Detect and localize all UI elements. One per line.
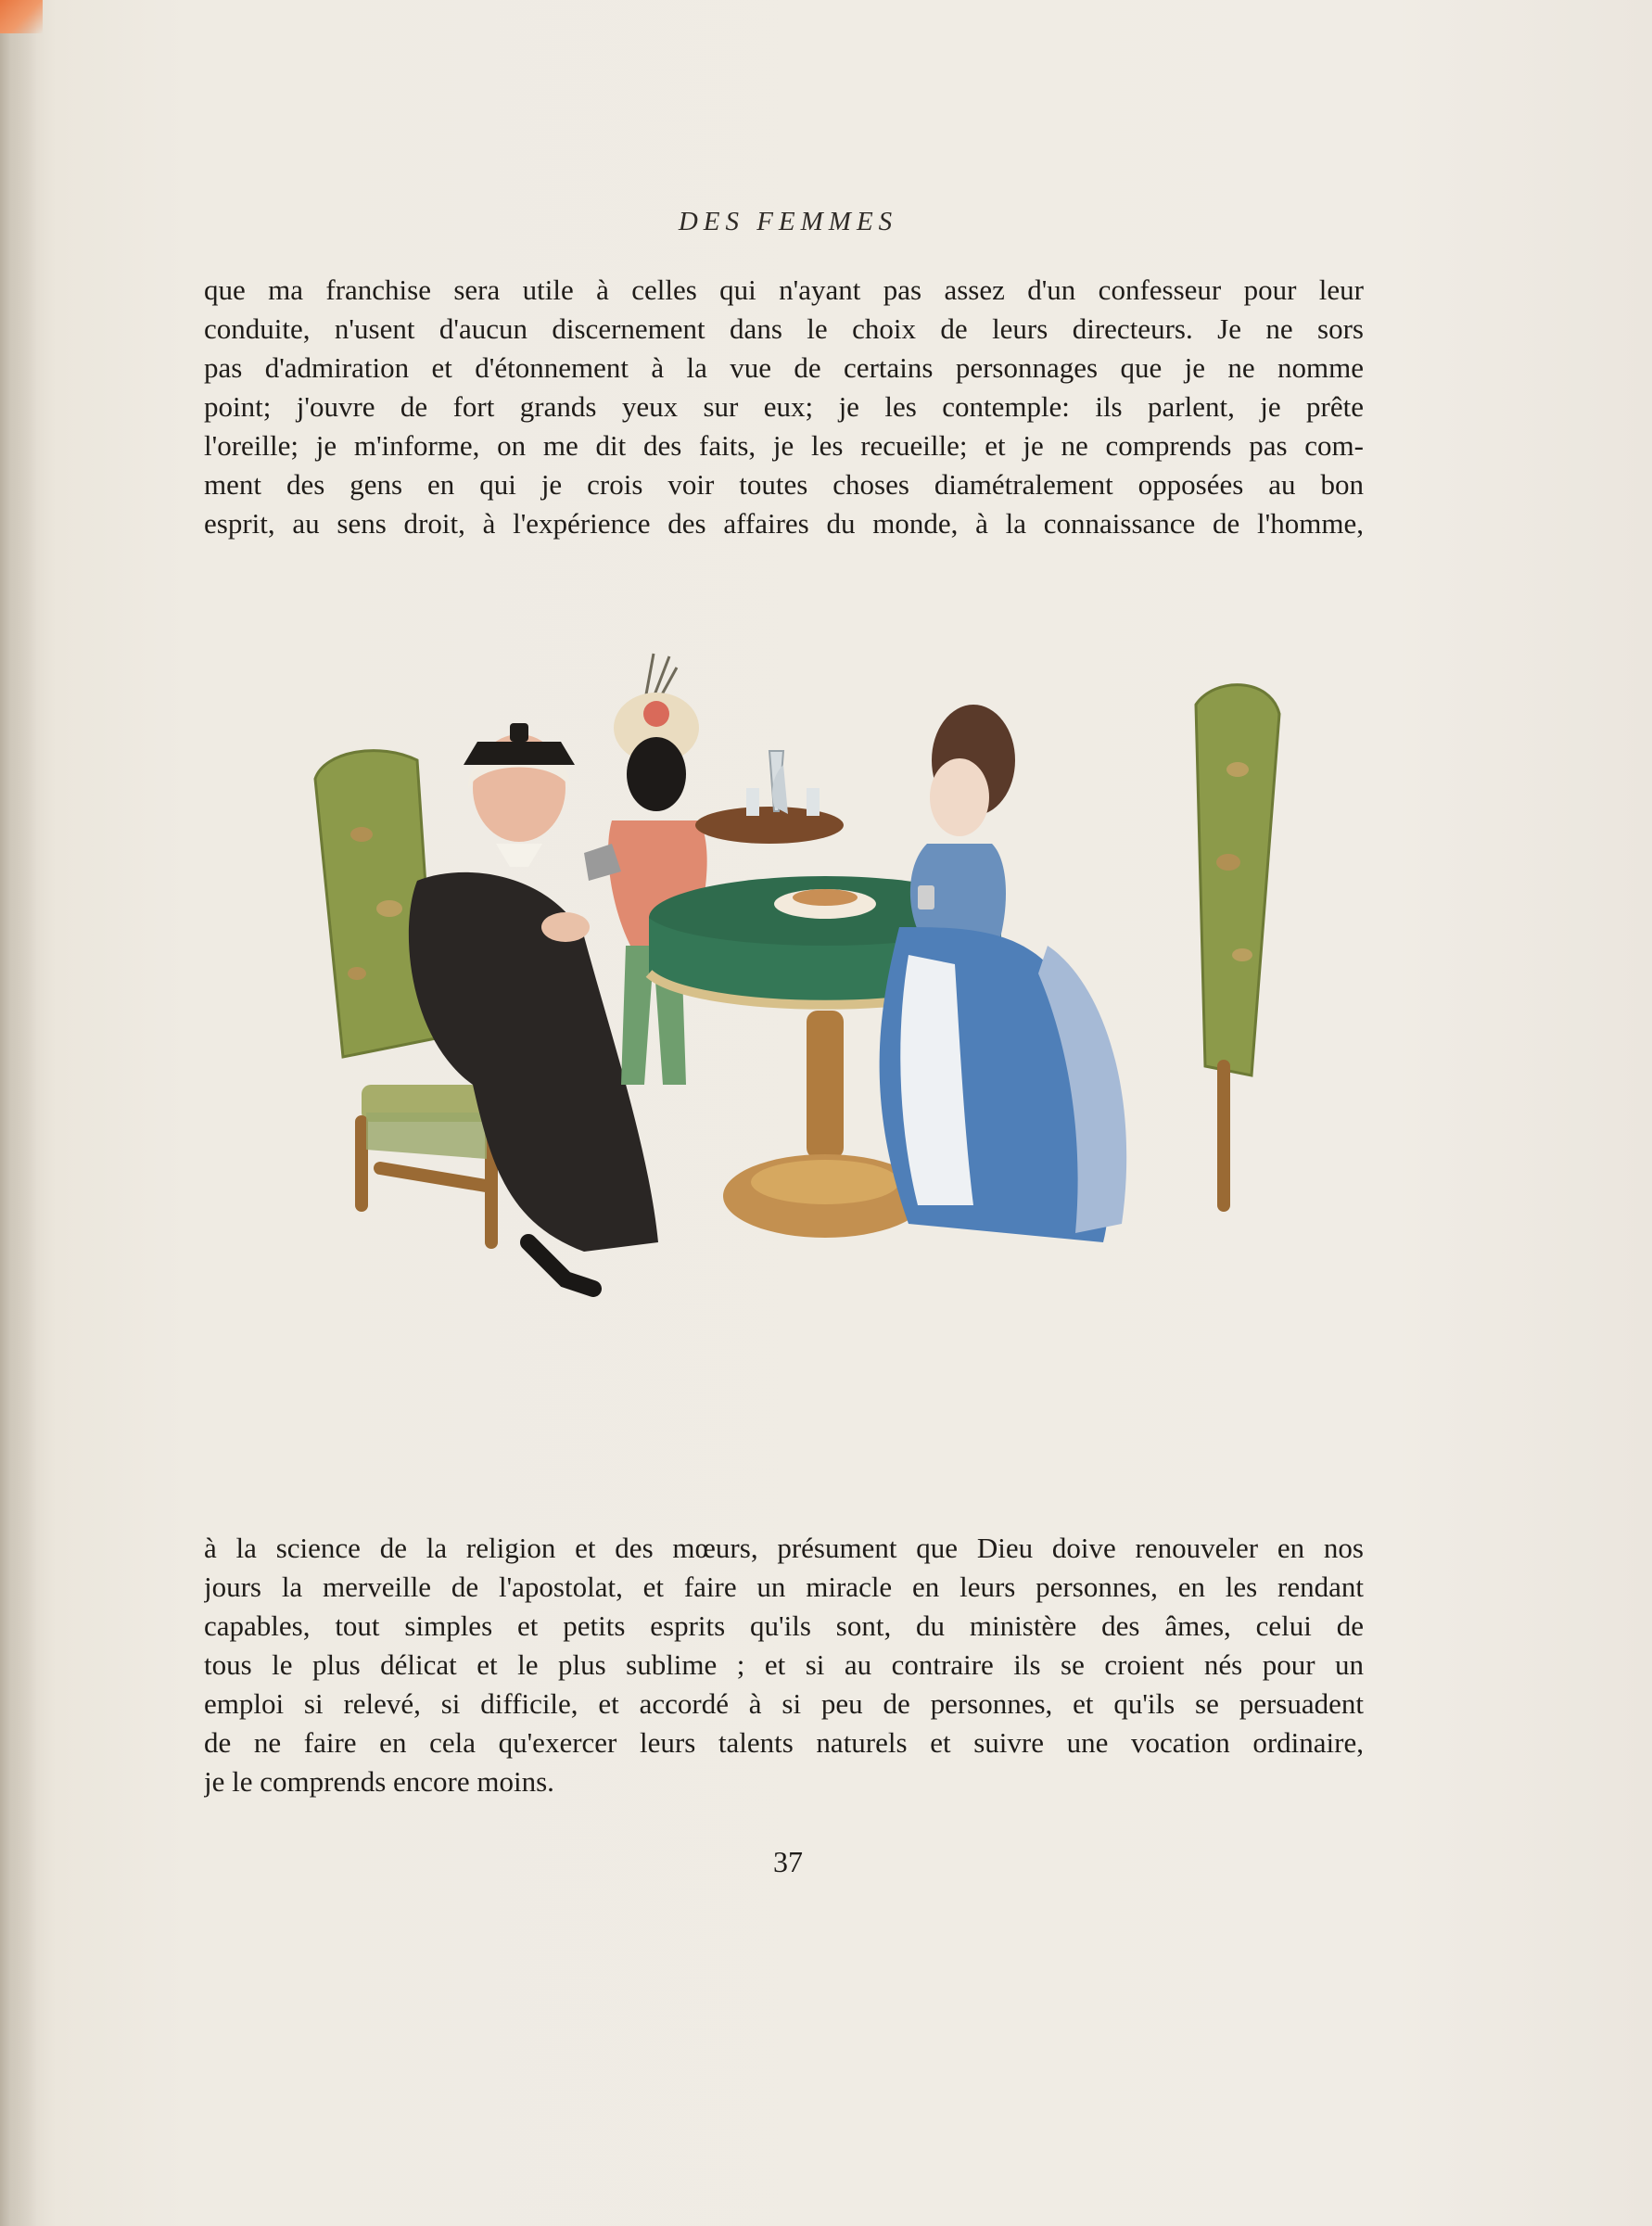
right-armchair (1196, 685, 1279, 1205)
cover-corner (0, 0, 43, 33)
text-line: l'oreille; je m'informe, on me dit des faits, je les recueille; et je ne comprends pas com- (204, 429, 1364, 462)
paragraph-top (204, 271, 1364, 543)
text-line: ment des gens en qui je crois voir toutes choses diamétralement opposées au bon (204, 468, 1364, 501)
page-gutter-shadow (0, 0, 37, 2226)
tray-with-decanters (695, 751, 844, 844)
text-line: emploi si relevé, si difficile, et accordé à si peu de personnes, et qu'ils se persuadent (204, 1687, 1364, 1720)
text-line: esprit, au sens droit, à l'expérience des affaires du monde, à la connaissance de l'homme, (204, 507, 1364, 540)
page-number: 37 (773, 1845, 803, 1878)
text-line: conduite, n'usent d'aucun discernement dans le choix de leurs directeurs. Je ne sors (204, 312, 1364, 345)
paragraph-bottom (204, 1529, 1364, 1801)
text-line: que ma franchise sera utile à celles qui n'ayant pas assez d'un confesseur pour leur (204, 273, 1364, 306)
text-line: de ne faire en cela qu'exercer leurs talents naturels et suivre une vocation ordinaire, (204, 1726, 1364, 1759)
text-line: jours la merveille de l'apostolat, et faire un miracle en leurs personnes, en les rendant (204, 1571, 1364, 1603)
lady-figure (880, 705, 1127, 1242)
text-line: pas d'admiration et d'étonnement à la vue de certains personnages que je ne nomme (204, 351, 1364, 384)
text-line: tous le plus délicat et le plus sublime ; et si au contraire ils se croient nés pour un (204, 1648, 1364, 1681)
running-head: DES FEMMES (678, 207, 898, 236)
priest-figure (409, 723, 658, 1289)
text-line: je le comprends encore moins. (204, 1765, 554, 1798)
text-line: capables, tout simples et petits esprits qu'ils sont, du ministère des âmes, celui de (204, 1609, 1364, 1642)
text-line: à la science de la religion et des mœurs, présument que Dieu doive renouveler en nos (204, 1532, 1364, 1564)
illustration-tea-scene (306, 649, 1344, 1354)
text-line: point; j'ouvre de fort grands yeux sur eux; je les contemple: ils parlent, je prête (204, 390, 1364, 423)
